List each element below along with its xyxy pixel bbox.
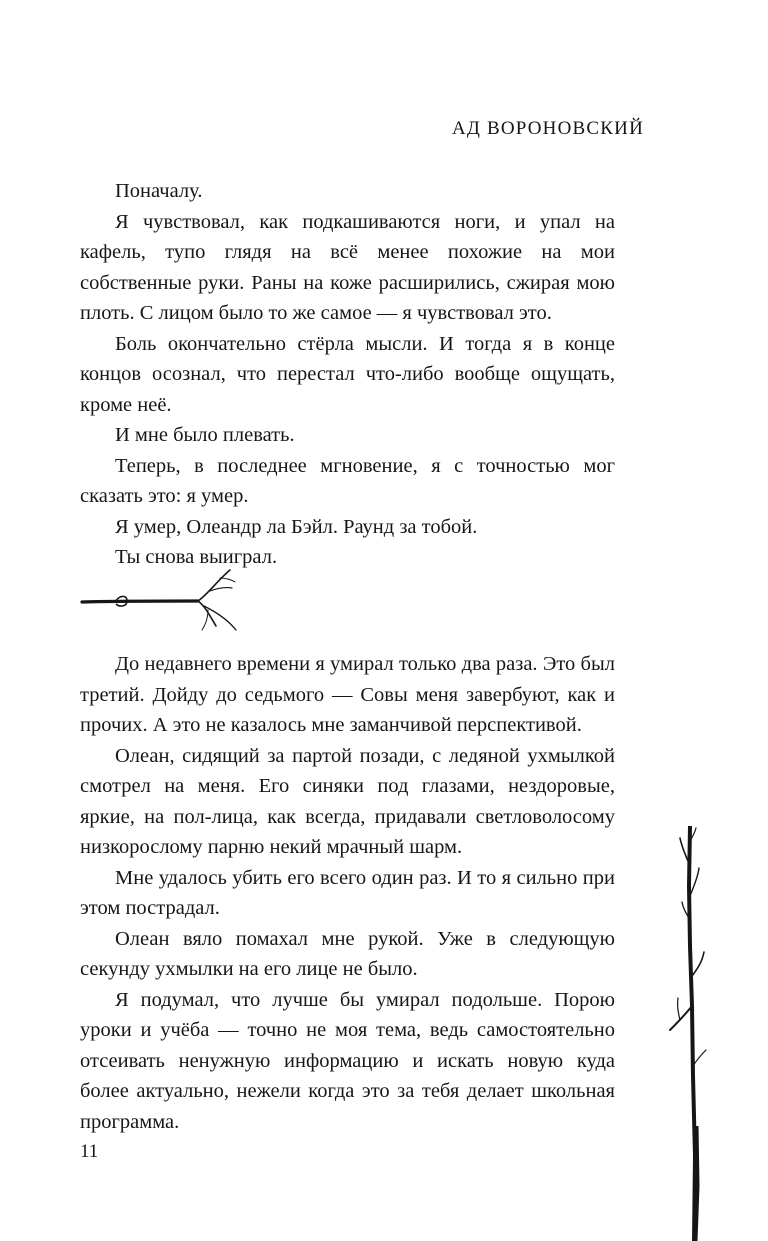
paragraph: Олеан вяло помахал мне рукой. Уже в следующую секунду ухмылки на его лице не было. (80, 927, 615, 980)
paragraph: Теперь, в последнее мгновение, я с точностью мог сказать это: я умер. (80, 454, 615, 507)
paragraph: До недавнего времени я умирал только два раза. Это был третий. Дойду до седьмого — Совы меня завербуют, как и прочих. А это не казалось мне заманчивой перспективой. (80, 653, 615, 736)
running-header: АД ВОРОНОВСКИЙ (451, 118, 644, 139)
text-section-after-break (80, 649, 615, 1137)
paragraph: Я чувствовал, как подкашиваются ноги, и упал на кафель, тупо глядя на всё менее похожие на мои собственные руки. Раны на коже расширились, сжирая мою плоть. С лицом было то же самое — я чувствовал это. (80, 210, 615, 324)
paragraph: Мне удалось убить его всего один раз. И то я сильно при этом пострадал. (80, 866, 615, 919)
branch-ornament-icon (80, 566, 240, 636)
paragraph: Олеан, сидящий за партой позади, с ледяной ухмылкой смотрел на меня. Его синяки под глазами, нездоровые, яркие, на пол-лица, как всегда, придавали светловолосому низкорослому парню некий мрачный шарм. (80, 744, 615, 858)
paragraph: Боль окончательно стёрла мысли. И тогда я в конце концов осознал, что перестал что-либо вообще ощущать, кроме неё. (80, 332, 615, 416)
paragraph: Поначалу. (115, 180, 203, 202)
paragraph: И мне было плевать. (115, 424, 295, 446)
paragraph: Я подумал, что лучше бы умирал подольше. Порою уроки и учёба — точно не моя тема, ведь самостоятельно отсеивать ненужную информацию и искать новую куда более актуально, нежели когда это за тебя делает школьная программа. (80, 988, 615, 1133)
page-number: 11 (80, 1141, 99, 1162)
paragraph: Я умер, Олеандр ла Бэйл. Раунд за тобой. (115, 515, 478, 538)
text-section-before-break (80, 176, 615, 573)
paragraph: Ты снова выиграл. (115, 546, 278, 568)
bare-tree-icon (668, 826, 716, 1241)
